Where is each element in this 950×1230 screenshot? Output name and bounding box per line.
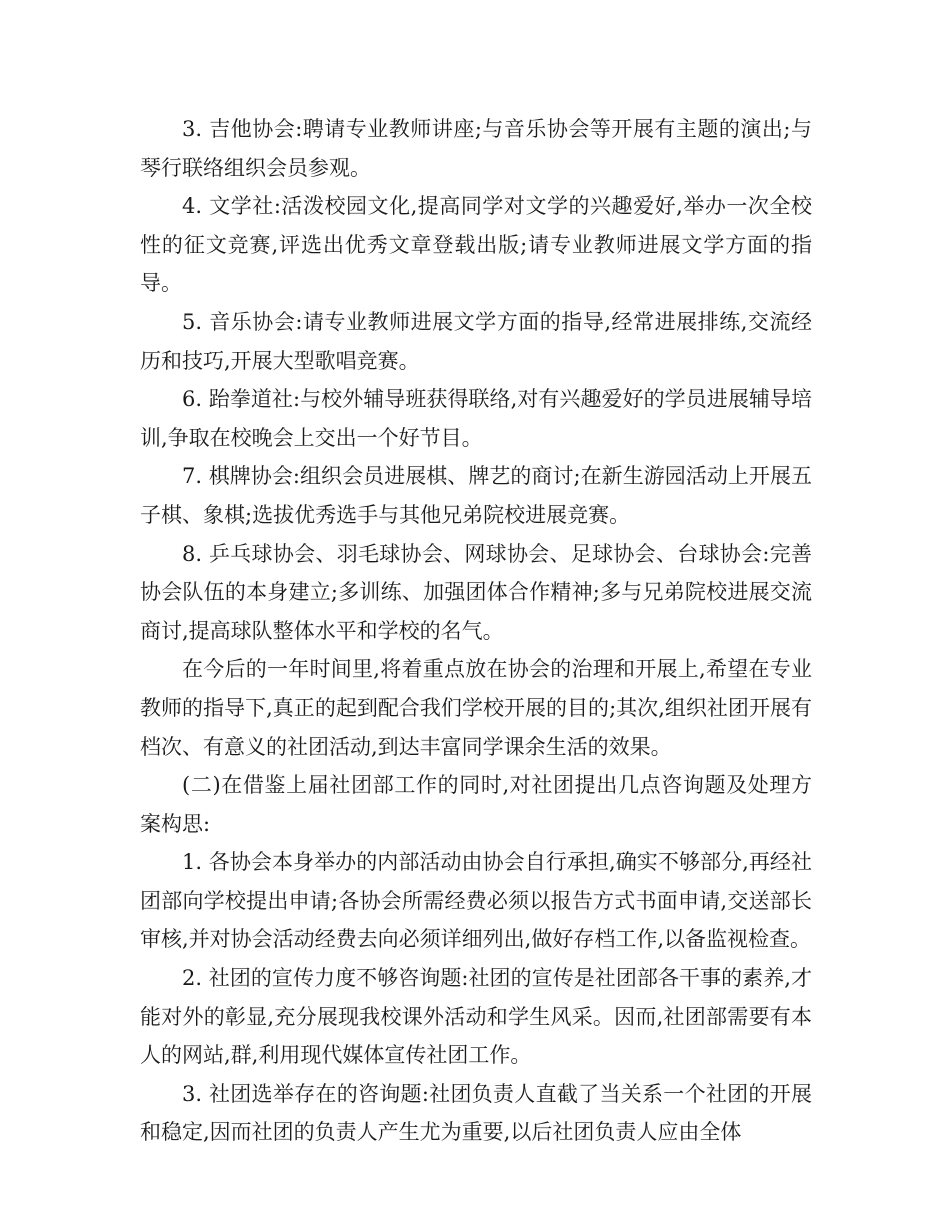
paragraph-chess-association: 7. 棋牌协会:组织会员进展棋、牌艺的商讨;在新生游园活动上开展五子棋、象棋;选拔优秀选手与其他兄弟院校进展竞赛。 — [140, 464, 812, 527]
paragraph-music-association: 5. 音乐协会:请专业教师进展文学方面的指导,经常进展排练,交流经历和技巧,开展大型歌唱竞赛。 — [140, 309, 812, 373]
paragraph-taekwondo-club: 6. 跆拳道社:与校外辅导班获得联络,对有兴趣爱好的学员进展辅导培训,争取在校晚会上交出一个好节目。 — [140, 387, 812, 450]
document-body — [140, 110, 812, 1152]
paragraph-issue-funding: 1. 各协会本身举办的内部活动由协会自行承担,确实不够部分,再经社团部向学校提出申请;各协会所需经费必须以报告方式书面申请,交送部长审核,并对协会活动经费去向必须详细列出,做好存档工作,以备监视检查。 — [140, 850, 812, 952]
paragraph-issue-publicity: 2. 社团的宣传力度不够咨询题:社团的宣传是社团部各干事的素养,才能对外的彰显,充分展现我校课外活动和学生风采。因而,社团部需要有本人的网站,群,利用现代媒体宣传社团工作。 — [140, 966, 812, 1068]
paragraph-literature-club: 4. 文学社:活泼校园文化,提高同学对文学的兴趣爱好,举办一次全校性的征文竞赛,评选出优秀文章登载出版;请专业教师进展文学方面的指导。 — [140, 194, 812, 296]
paragraph-issue-election: 3. 社团选举存在的咨询题:社团负责人直截了当关系一个社团的开展和稳定,因而社团的负责人产生尤为重要,以后社团负责人应由全体 — [140, 1081, 812, 1145]
paragraph-ball-sports-associations: 8. 乒乓球协会、羽毛球协会、网球协会、足球协会、台球协会:完善协会队伍的本身建立;多训练、加强团体合作精神;多与兄弟院校进展交流商讨,提高球队整体水平和学校的名气。 — [140, 541, 812, 643]
paragraph-coming-year-plan: 在今后的一年时间里,将着重点放在协会的治理和开展上,希望在专业教师的指导下,真正的起到配合我们学校开展的目的;其次,组织社团开展有档次、有意义的社团活动,到达丰富同学课余生活的效果。 — [140, 657, 812, 759]
paragraph-section-heading-issues: (二)在借鉴上届社团部工作的同时,对社团提出几点咨询题及处理方案构思: — [140, 773, 812, 836]
paragraph-guitar-association: 3. 吉他协会:聘请专业教师讲座;与音乐协会等开展有主题的演出;与琴行联络组织会员参观。 — [140, 117, 812, 180]
